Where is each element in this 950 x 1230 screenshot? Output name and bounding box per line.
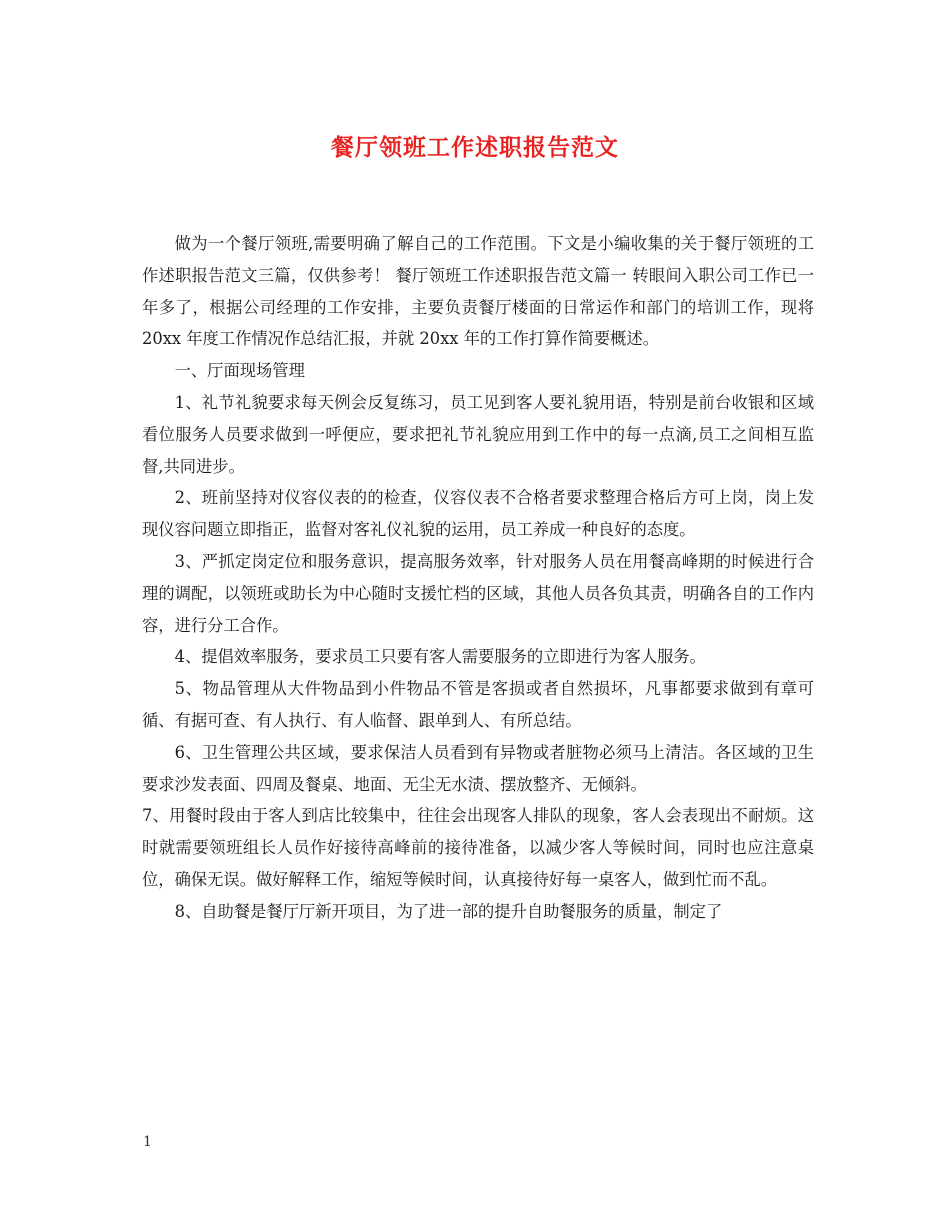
paragraph-item-7: 7、用餐时段由于客人到店比较集中，往往会出现客人排队的现象，客人会表现出不耐烦。这时就需要领班组长人员作好接待高峰前的接待准备，以减少客人等候时间，同时也应注意桌位，确保无误。做好解释工作，缩短等候时间，认真接待好每一桌客人，做到忙而不乱。 <box>142 806 814 889</box>
document-body <box>142 228 814 928</box>
paragraph-item-2: 2、班前坚持对仪容仪表的的检查，仪容仪表不合格者要求整理合格后方可上岗，岗上发现仪容问题立即指正，监督对客礼仪礼貌的运用，员工养成一种良好的态度。 <box>142 488 814 540</box>
page-number: 1 <box>143 1134 152 1150</box>
paragraph-item-8: 8、自助餐是餐厅厅新开项目，为了进一部的提升自助餐服务的质量，制定了 <box>174 901 723 921</box>
paragraph-item-1: 1、礼节礼貌要求每天例会反复练习，员工见到客人要礼貌用语，特别是前台收银和区域看位服务人员要求做到一呼便应，要求把礼节礼貌应用到工作中的每一点滴,员工之间相互监督,共同进步。 <box>142 392 814 476</box>
paragraph-item-5: 5、物品管理从大件物品到小件物品不管是客损或者自然损坏，凡事都要求做到有章可循、有据可查、有人执行、有人临督、跟单到人、有所总结。 <box>142 679 814 730</box>
paragraph-item-4: 4、提倡效率服务，要求员工只要有客人需要服务的立即进行为客人服务。 <box>174 647 706 667</box>
paragraph-item-6: 6、卫生管理公共区域，要求保洁人员看到有异物或者脏物必须马上清洁。各区域的卫生要求沙发表面、四周及餐桌、地面、无尘无水渍、摆放整齐、无倾斜。 <box>142 742 814 794</box>
paragraph-section-heading: 一、厅面现场管理 <box>174 361 305 381</box>
document-title: 餐厅领班工作述职报告范文 <box>331 134 619 161</box>
paragraph-item-3: 3、严抓定岗定位和服务意识，提高服务效率，针对服务人员在用餐高峰期的时候进行合理的调配，以领班或助长为中心随时支援忙档的区域，其他人员各负其责，明确各自的工作内容，进行分工合作。 <box>142 551 814 635</box>
paragraph-intro: 做为一个餐厅领班,需要明确了解自己的工作范围。下文是小编收集的关于餐厅领班的工作述职报告范文三篇，仅供参考！ 餐厅领班工作述职报告范文篇一 转眼间入职公司工作已一年多了，根据公司经理的工作安排，主要负责餐厅楼面的日常运作和部门的培训工作，现将 20xx 年度工作情况作总结汇报，并就 20xx 年的工作打算作简要概述。 <box>142 234 814 349</box>
